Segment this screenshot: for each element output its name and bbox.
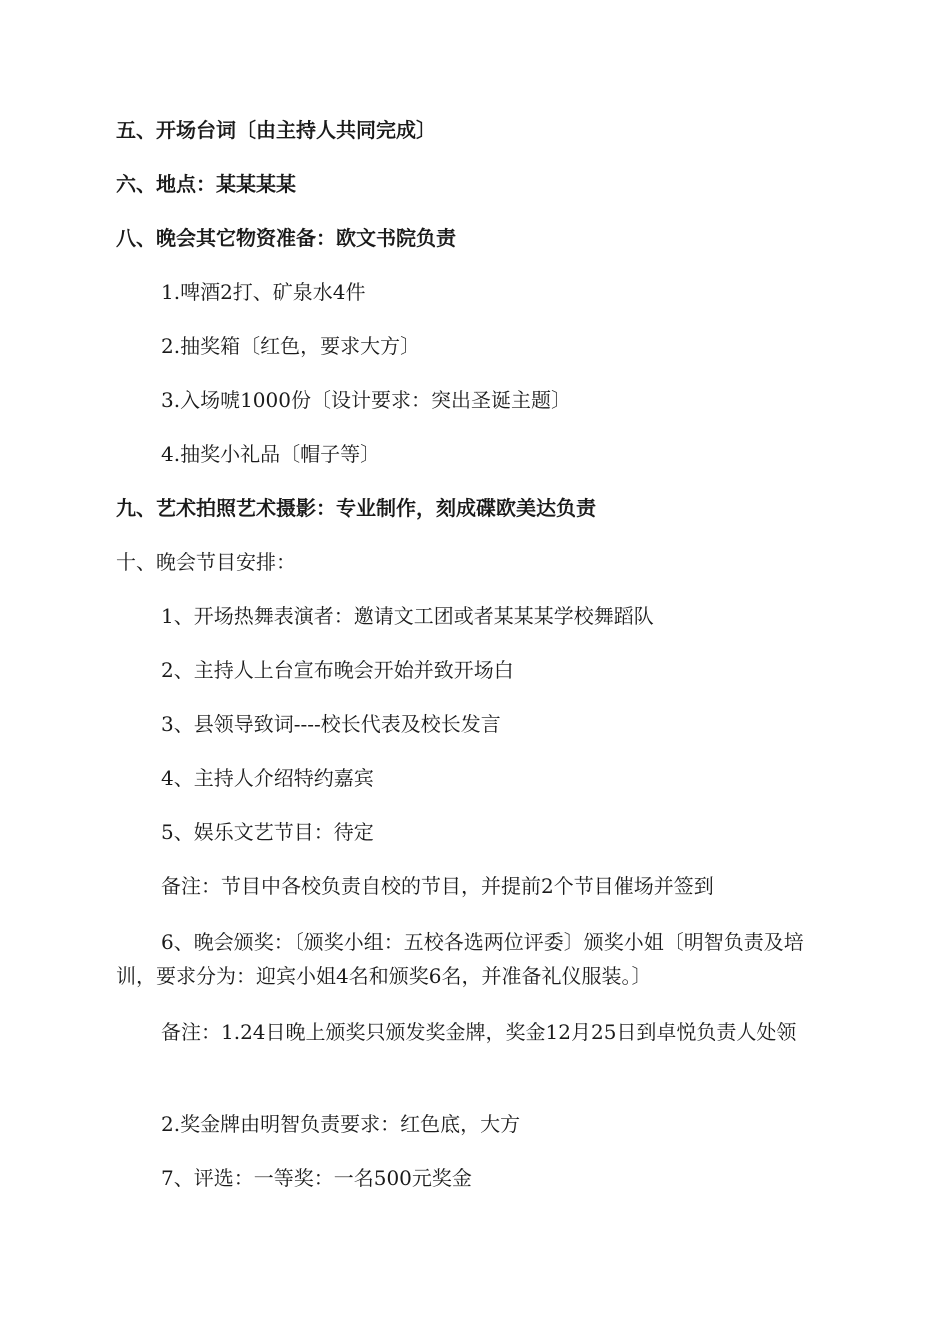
- supply-item-1: 1.啤酒2打、矿泉水4件: [161, 280, 366, 304]
- program-item-5: 5、娱乐文艺节目：待定: [161, 820, 374, 844]
- program-item-2: 2、主持人上台宣布晚会开始并致开场白: [161, 658, 514, 682]
- section-6-heading: 六、地点：某某某某: [116, 172, 296, 196]
- section-5-heading: 五、开场台词〔由主持人共同完成〕: [116, 118, 436, 142]
- program-item-1: 1、开场热舞表演者：邀请文工团或者某某某学校舞蹈队: [161, 604, 654, 628]
- supply-item-2: 2.抽奖箱〔红色，要求大方〕: [161, 334, 421, 358]
- supply-item-4: 4.抽奖小礼品〔帽子等〕: [161, 442, 381, 466]
- program-note-2: 备注：1.24日晚上颁奖只颁发奖金牌，奖金12月25日到卓悦负责人处领: [161, 1020, 797, 1044]
- program-item-3: 3、县领导致词----校长代表及校长发言: [161, 712, 501, 736]
- section-10-heading: 十、晚会节目安排：: [116, 550, 296, 574]
- program-item-6: 6、晚会颁奖：〔颁奖小组：五校各选两位评委〕颁奖小姐〔明智负责及培训，要求分为：迎宾小姐4名和颁奖6名，并准备礼仪服装。〕: [116, 930, 804, 988]
- section-8-heading: 八、晚会其它物资准备：欧文书院负责: [116, 226, 456, 250]
- supply-item-3: 3.入场唬1000份〔设计要求：突出圣诞主题〕: [161, 388, 571, 412]
- section-9-heading: 九、艺术拍照艺术摄影：专业制作，刻成碟欧美达负责: [116, 496, 596, 520]
- program-item-4: 4、主持人介绍特约嘉宾: [161, 766, 374, 790]
- program-note-1: 备注：节目中各校负责自校的节目，并提前2个节目催场并签到: [161, 874, 714, 898]
- program-item-7: 7、评选：一等奖：一名500元奖金: [161, 1166, 472, 1190]
- program-note-3: 2.奖金牌由明智负责要求：红色底，大方: [161, 1112, 521, 1136]
